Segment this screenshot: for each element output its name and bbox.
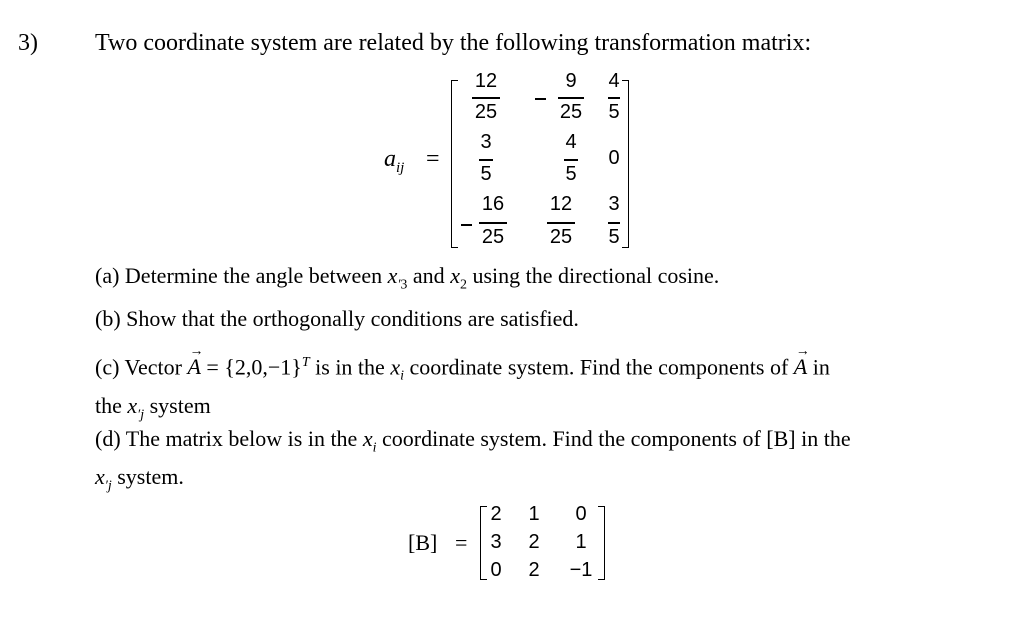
- matrix-b-r2c3: 1: [575, 531, 587, 553]
- matrix-b-r1c1: 2: [490, 503, 502, 525]
- matrix-a-r3c2-num: 12: [549, 193, 573, 215]
- vector-a-symbol: → A: [187, 352, 200, 381]
- matrix-b-r1c3: 0: [575, 503, 587, 525]
- part-a-label: (a): [95, 263, 120, 288]
- matrix-a-lhs: $a_{ij}$: [384, 146, 405, 176]
- matrix-a-r1c3-fraction-bar: [608, 97, 620, 99]
- part-b: (b) Show that the orthogonally conditions are satisfied.: [95, 306, 579, 331]
- part-d-label: (d): [95, 426, 121, 451]
- matrix-b-right-bracket: [598, 506, 605, 580]
- matrix-a-r3c1-fraction-bar: [479, 222, 507, 224]
- matrix-b-r1c2: 1: [528, 503, 540, 525]
- matrix-b-r2c1: 3: [490, 531, 502, 553]
- matrix-a-r1c1-num: 12: [474, 70, 498, 92]
- matrix-b-lhs: [B]: [408, 530, 438, 555]
- matrix-a-right-bracket: [622, 80, 629, 248]
- matrix-b-r3c3: −1: [569, 559, 593, 581]
- matrix-a-r1c2-num: 9: [565, 70, 577, 92]
- matrix-a-r2c1-fraction-bar: [479, 159, 493, 161]
- matrix-a-r3c1-minus-sign: [461, 224, 472, 226]
- matrix-a-r1c3-num: 4: [608, 70, 620, 92]
- matrix-a-left-bracket: [451, 80, 458, 248]
- matrix-a-r2c2-num: 4: [565, 131, 577, 153]
- matrix-a-r2c2-den: 5: [565, 163, 577, 185]
- question-intro: Two coordinate system are related by the following transformation matrix:: [95, 30, 812, 56]
- matrix-a-r3c2-den: 25: [549, 226, 573, 248]
- matrix-a-r3c1-den: 25: [481, 226, 505, 248]
- matrix-b-r2c2: 2: [528, 531, 540, 553]
- part-a: (a) Determine the angle between $x_{'3}$ and $x_2$ using the directional cosine.: [95, 263, 720, 293]
- vector-a-symbol-2: → A: [794, 352, 807, 381]
- matrix-a-r1c1-den: 25: [474, 101, 498, 123]
- part-d: (d) The matrix below is in the $x_i$ coordinate system. Find the components of [B] in the $x_{'j}$ system.: [95, 426, 851, 494]
- matrix-a-r1c3-den: 5: [608, 101, 620, 123]
- matrix-a-r1c2-minus-sign: [535, 98, 546, 100]
- part-c-label: (c): [95, 354, 120, 380]
- matrix-a-r2c2-fraction-bar: [564, 159, 578, 161]
- matrix-a-r3c2-fraction-bar: [547, 222, 575, 224]
- matrix-a-r1c2-fraction-bar: [558, 97, 584, 99]
- matrix-b-r3c2: 2: [528, 559, 540, 581]
- matrix-b-equals: =: [455, 530, 468, 555]
- matrix-a-equals: =: [426, 146, 440, 172]
- matrix-a-r3c3-den: 5: [608, 226, 620, 248]
- matrix-a-r1c1-fraction-bar: [472, 97, 500, 99]
- question-number: 3): [18, 30, 38, 56]
- part-c: (c) Vector → $A = \{2,0,-1\}^T$ is in the $x_i$ coordinate system. Find the components of → A in the $x_{'j}$ system: [95, 348, 830, 429]
- matrix-a-r2c1-num: 3: [480, 131, 492, 153]
- matrix-a-r2c1-den: 5: [480, 163, 492, 185]
- matrix-a-r3c3-fraction-bar: [608, 222, 620, 224]
- matrix-a-r3c1-num: 16: [481, 193, 505, 215]
- matrix-a-r2c3-value: 0: [608, 147, 620, 169]
- matrix-a-r3c3-num: 3: [608, 193, 620, 215]
- matrix-b-r3c1: 0: [490, 559, 502, 581]
- matrix-a-r1c2-den: 25: [559, 101, 583, 123]
- part-b-label: (b): [95, 306, 121, 331]
